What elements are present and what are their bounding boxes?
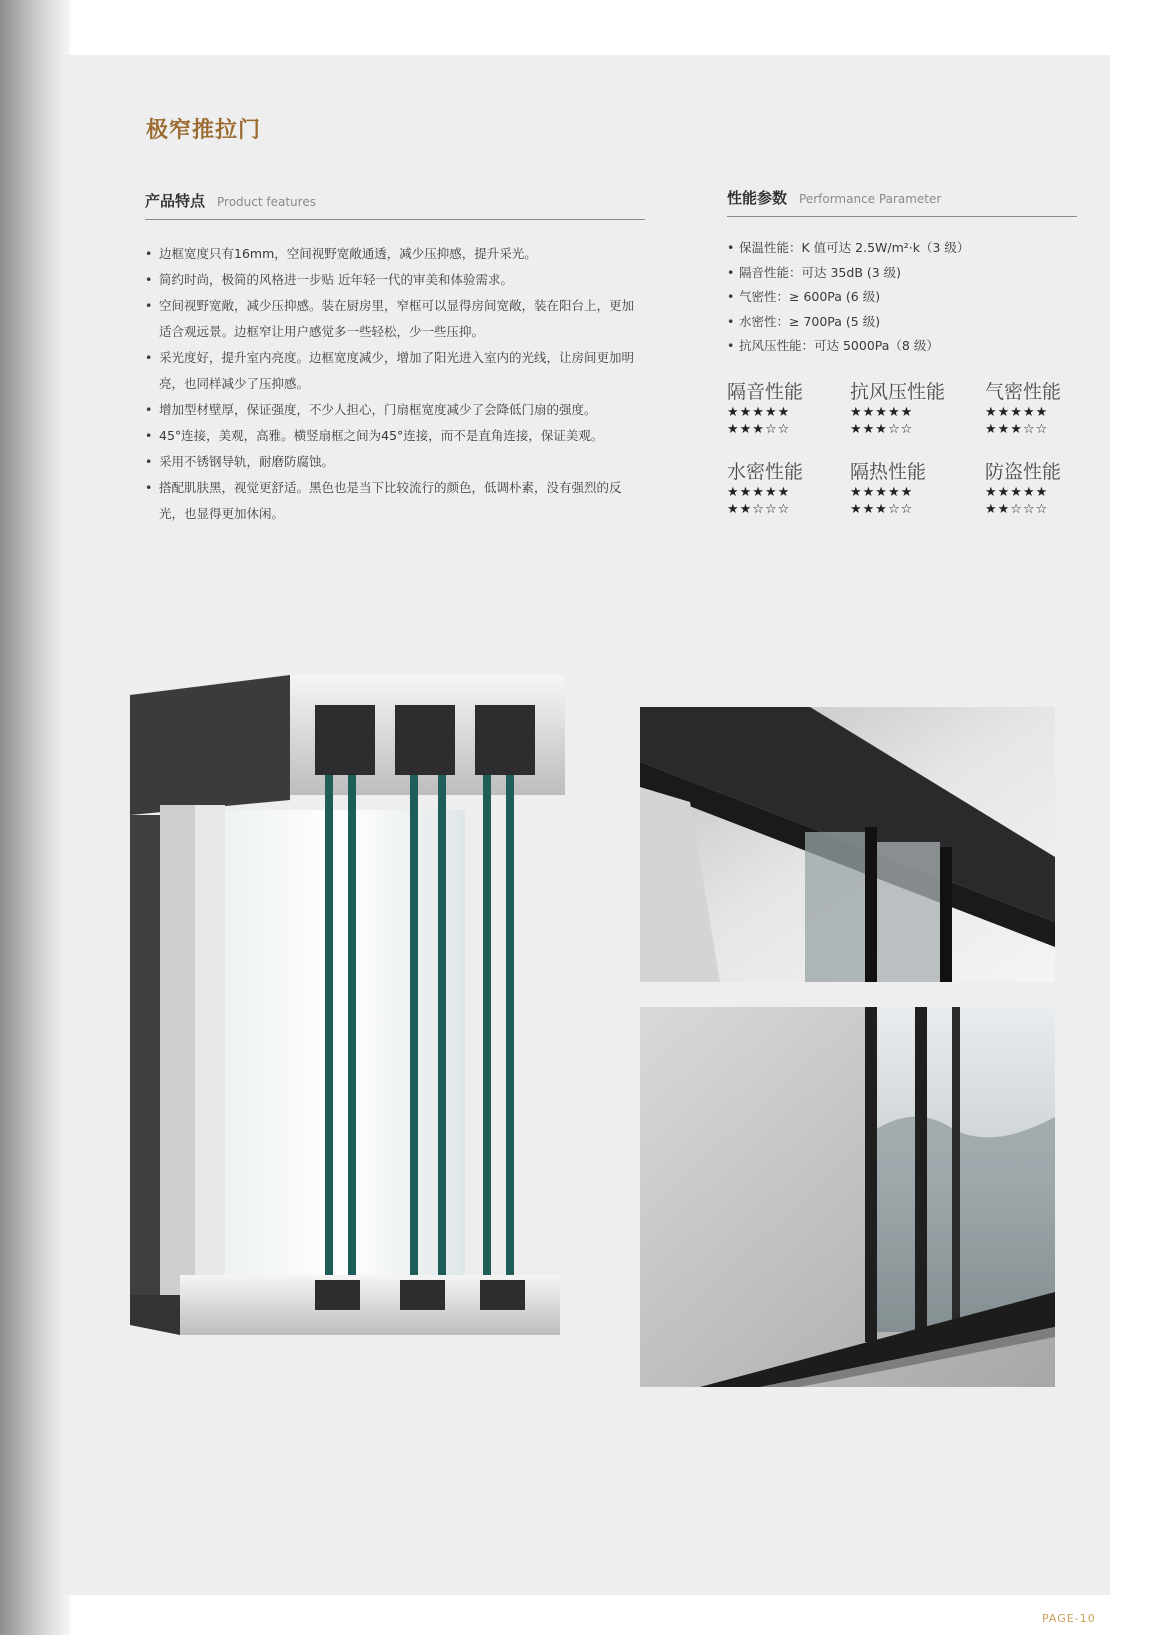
rating-label: 气密性能 bbox=[985, 381, 1062, 403]
rating-label: 防盗性能 bbox=[985, 461, 1062, 483]
features-heading-cn: 产品特点 bbox=[145, 192, 206, 210]
rating-water-tightness bbox=[727, 460, 847, 518]
performance-param-list bbox=[727, 236, 969, 359]
feature-item: • 45°连接，美观，高雅。横竖扇框之间为45°连接，而不是直角连接，保证美观。 bbox=[145, 423, 645, 449]
features-list bbox=[145, 241, 645, 527]
feature-item: • 采光度好，提升室内亮度。边框宽度减少，增加了阳光进入室内的光线，让房间更加明亮，也同样减少了压抑感。 bbox=[145, 345, 645, 397]
rating-stars-score: ★★★☆☆ bbox=[850, 502, 914, 517]
page-number: PAGE-10 bbox=[1042, 1612, 1096, 1625]
rating-stars-max: ★★★★★ bbox=[727, 405, 791, 420]
sliding-door-detail-photo bbox=[640, 1007, 1055, 1387]
rating-stars-max: ★★★★★ bbox=[850, 405, 914, 420]
rating-stars-score: ★★★☆☆ bbox=[850, 422, 914, 437]
performance-heading-en: Performance Parameter bbox=[799, 192, 942, 206]
book-spine-shadow bbox=[0, 0, 70, 1635]
door-cross-section-image bbox=[120, 675, 590, 1400]
rating-air-tightness bbox=[985, 380, 1105, 438]
rating-stars-max: ★★★★★ bbox=[850, 485, 914, 500]
rating-stars-score: ★★★☆☆ bbox=[985, 422, 1049, 437]
rating-label: 隔热性能 bbox=[850, 461, 927, 483]
param-item: • 隔音性能：可达 35dB (3 级) bbox=[727, 261, 969, 286]
feature-item: • 搭配肌肤黑，视觉更舒适。黑色也是当下比较流行的颜色，低调朴素，没有强烈的反光，也显得更加休闲。 bbox=[145, 475, 645, 527]
feature-item: • 空间视野宽敞，减少压抑感。装在厨房里，窄框可以显得房间宽敞，装在阳台上，更加适合观远景。边框窄让用户感觉多一些轻松，少一些压抑。 bbox=[145, 293, 645, 345]
rating-heat-insulation bbox=[850, 460, 970, 518]
rating-sound-insulation bbox=[727, 380, 847, 438]
rating-stars-score: ★★☆☆☆ bbox=[727, 502, 791, 517]
rating-label: 隔音性能 bbox=[727, 381, 804, 403]
performance-heading-cn: 性能参数 bbox=[727, 189, 788, 207]
features-heading-en: Product features bbox=[217, 195, 316, 209]
rating-stars-score: ★★☆☆☆ bbox=[985, 502, 1049, 517]
rating-label: 抗风压性能 bbox=[850, 381, 946, 403]
page-title: 极窄推拉门 bbox=[146, 117, 262, 143]
feature-item: • 边框宽度只有16mm，空间视野宽敞通透，减少压抑感，提升采光。 bbox=[145, 241, 645, 267]
feature-item: • 增加型材壁厚，保证强度，不少人担心，门扇框宽度减少了会降低门扇的强度。 bbox=[145, 397, 645, 423]
rating-label: 水密性能 bbox=[727, 461, 804, 483]
rating-anti-theft bbox=[985, 460, 1105, 518]
features-heading bbox=[145, 190, 645, 220]
rating-stars-max: ★★★★★ bbox=[985, 485, 1049, 500]
rating-stars-max: ★★★★★ bbox=[985, 405, 1049, 420]
rating-stars-max: ★★★★★ bbox=[727, 485, 791, 500]
rating-stars-score: ★★★☆☆ bbox=[727, 422, 791, 437]
performance-heading bbox=[727, 187, 1077, 217]
param-item: • 气密性：≥ 600Pa (6 级) bbox=[727, 285, 969, 310]
feature-item: • 采用不锈钢导轨，耐磨防腐蚀。 bbox=[145, 449, 645, 475]
param-item: • 保温性能：K 值可达 2.5W/m²·k（3 级） bbox=[727, 236, 969, 261]
param-item: • 抗风压性能：可达 5000Pa（8 级） bbox=[727, 334, 969, 359]
param-item: • 水密性：≥ 700Pa (5 级) bbox=[727, 310, 969, 335]
top-rail-detail-photo bbox=[640, 707, 1055, 982]
rating-wind-pressure bbox=[850, 380, 970, 438]
feature-item: • 简约时尚，极简的风格进一步贴 近年轻一代的审美和体验需求。 bbox=[145, 267, 645, 293]
